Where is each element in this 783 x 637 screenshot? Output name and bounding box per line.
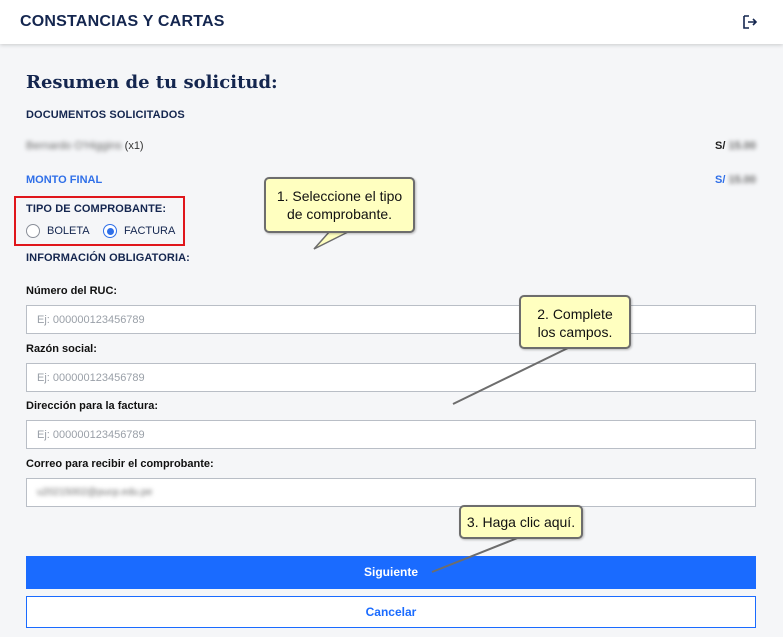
summary-title: Resumen de tu solicitud: (26, 72, 278, 93)
logout-icon[interactable] (740, 12, 760, 32)
callout-step-1-line2: de comprobante. (286, 206, 393, 222)
receipt-type-label: TIPO DE COMPROBANTE: (26, 203, 167, 215)
monto-final-price (715, 174, 756, 186)
razon-social-input[interactable] (26, 363, 756, 392)
document-price (715, 140, 756, 152)
monto-value: 15.00 (728, 174, 756, 186)
razon-social-label: Razón social: (26, 343, 97, 355)
document-price-value: 15.00 (728, 140, 756, 152)
correo-label: Correo para recibir el comprobante: (26, 458, 214, 470)
callout-step-2-line1: 2. Complete (537, 306, 613, 322)
radio-factura-label: FACTURA (124, 225, 176, 237)
radio-boleta[interactable] (26, 222, 90, 240)
radio-factura[interactable] (103, 222, 175, 240)
callout-step-2-line2: los campos. (537, 324, 613, 340)
page-title: CONSTANCIAS Y CARTAS (20, 13, 225, 30)
top-bar (0, 0, 783, 44)
ruc-label: Número del RUC: (26, 285, 118, 297)
radio-factura-circle[interactable] (103, 224, 117, 238)
document-currency: S/ (715, 140, 726, 152)
document-row (26, 140, 756, 156)
documents-label: DOCUMENTOS SOLICITADOS (26, 109, 185, 121)
direccion-label: Dirección para la factura: (26, 400, 159, 412)
radio-boleta-label: BOLETA (47, 225, 90, 237)
correo-input[interactable] (26, 478, 756, 507)
correo-value: u20215002@pucp.edu.pe (37, 487, 153, 498)
next-button[interactable]: Siguiente (26, 556, 756, 589)
radio-boleta-circle[interactable] (26, 224, 40, 238)
callout-step-1 (264, 177, 415, 233)
document-quantity: (x1) (124, 140, 144, 152)
document-name: Bernardo O'Higgins (26, 140, 122, 152)
ruc-input[interactable] (26, 305, 756, 334)
mandatory-info-label: INFORMACIÓN OBLIGATORIA: (26, 252, 190, 264)
cancel-button[interactable]: Cancelar (26, 596, 756, 628)
callout-1-pointer (314, 231, 350, 249)
callout-step-3: 3. Haga clic aquí. (459, 505, 583, 539)
monto-final-label: MONTO FINAL (26, 174, 103, 186)
direccion-input[interactable] (26, 420, 756, 449)
callout-step-1-line1: 1. Seleccione el tipo (276, 188, 403, 204)
callout-step-2 (519, 295, 631, 349)
monto-currency: S/ (715, 174, 726, 186)
